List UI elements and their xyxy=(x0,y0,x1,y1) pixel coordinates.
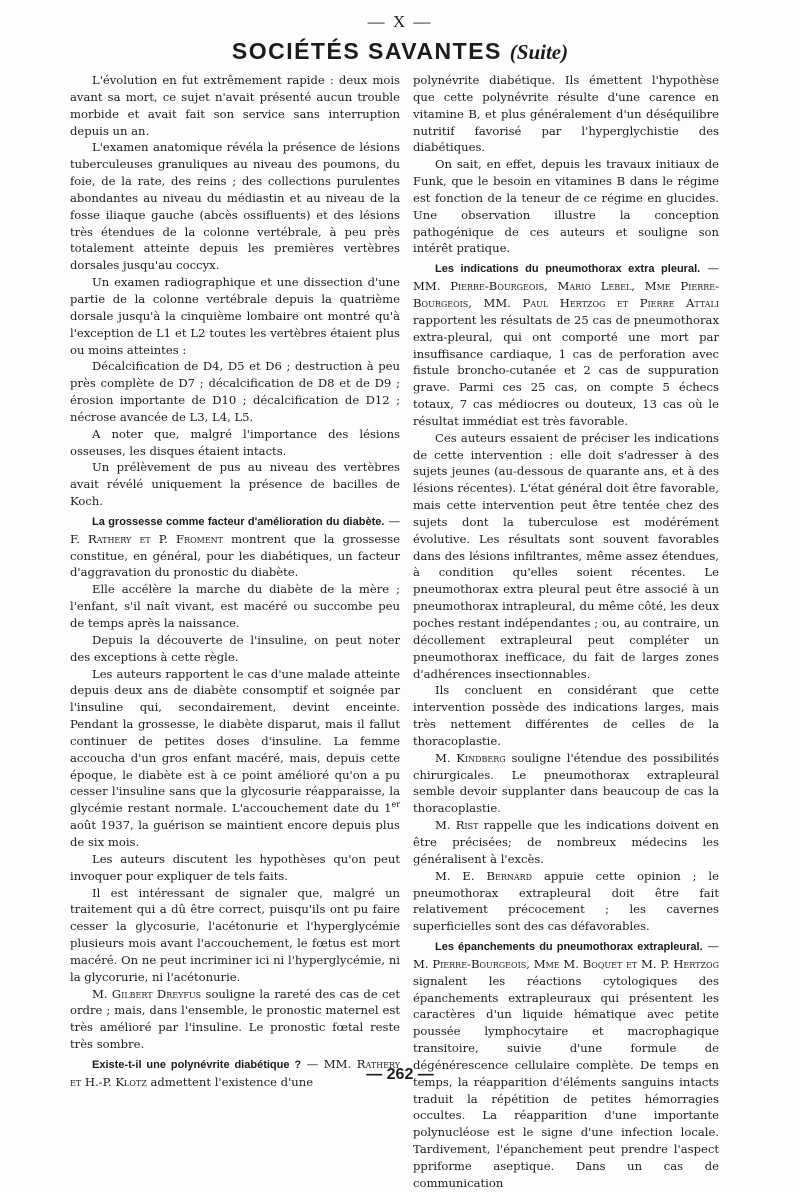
paragraph: L'évolution en fut extrêmement rapide : deux mois avant sa mort, ce sujet n'avait présenté aucun trouble morbide et avait fait son service sans interruption depuis un an. xyxy=(70,73,400,138)
paragraph: Il est intéressant de signaler que, malgré un traitement qui a dû être correct, puisqu'ils ont pu faire cesser la glycosurie, l'acétonurie et l'hyperglycémie plusieurs mois avant l'accouchement, le fœtus est mort macéré. On ne peut incriminer ici ni l'hyperglycémie, ni la glycorurie, ni l'acétonurie. xyxy=(70,885,400,984)
paragraph xyxy=(413,750,719,817)
date-day: 1 xyxy=(384,801,392,816)
discussant-name: M. Rist xyxy=(435,818,479,833)
section-title-suite: (Suite) xyxy=(509,40,569,64)
date-superscript: er xyxy=(391,800,401,810)
paragraph: Un prélèvement de pus au niveau des vertèbres avait révélé uniquement la présence de bacilles de Koch. xyxy=(70,460,400,509)
discussant-name: M. Gilbert Dreyfus xyxy=(92,986,202,1001)
section-title-text: SOCIÉTÉS SAVANTES xyxy=(231,38,502,64)
paragraph: Les auteurs discutent les hypothèses qu'on peut invoquer pour expliquer de tels faits. xyxy=(70,851,400,883)
paragraph: L'examen anatomique révéla la présence de lésions tuberculeuses granuliques au niveau des poumons, du foie, de la rate, des reins ; des collections purulentes abondantes au niveau du médiastin et au niveau de la fosse iliaque gauche (abcès ossifluents) et des lésions très étendues de la colonne vertébrale, à peu près totalement atteinte depuis les premières vertèbres dorsales jusqu'au coccyx. xyxy=(70,140,400,273)
discussant-name: M. Kindberg xyxy=(435,750,506,765)
paragraph: Depuis la découverte de l'insuline, on peut noter des exceptions à cette règle. xyxy=(70,632,400,664)
paragraph: On sait, en effet, depuis les travaux initiaux de Funk, que le besoin en vitamines B dans le régime est fonction de la teneur de ce régime en glucides. Une observation illustre la conception pathogénique de ces auteurs et souligne son intérêt pratique. xyxy=(413,157,719,256)
article-heading: Les indications du pneumothorax extra pleural. xyxy=(435,263,701,276)
article-authors: MM. Pierre-Bourgeois, Mario Lebel, Mme Pierre-Bourgeois, MM. Paul Hertzog et Pierre Attali xyxy=(413,279,719,310)
article-authors: F. Rathery et P. Froment xyxy=(70,531,224,546)
page-number: — 262 — xyxy=(366,1066,434,1083)
paragraph xyxy=(70,986,400,1053)
article-authors: M. Pierre-Bourgeois, Mme M. Boquet et M. P. Hertzog xyxy=(413,956,719,971)
left-column xyxy=(70,72,400,1091)
paragraph: A noter que, malgré l'importance des lésions osseuses, les disques étaient intacts. xyxy=(70,426,400,458)
article-text: montrent que la grossesse constitue, en général, pour les diabétiques, un facteur d'aggravation du pronostic du diabète. xyxy=(70,531,400,580)
article-paragraph: Les épanchements du pneumothorax extrapleural. — M. Pierre-Bourgeois, Mme M. Boquet et M. P. Hertzog signalent les réactions cytologiques des épanchements extrapleuraux qui présentent les caractères d'un liquide hématique avec petite poussée lymphocytaire et macrophagique transitoire, suivie d'une formule de dégénérescence cellulaire complète. De temps en temps, la réapparition d'éléments sanguins intacts traduit la répétition de petites hémorragies occultes. La réapparition d'une importante polynucléose est le signe d'une infection locale. Tardivement, l'épanchement peut prendre l'aspect ppriforme aseptique. Dans un cas de communication xyxy=(413,939,720,1190)
article-paragraph: Existe-t-il une polynévrite diabétique ? — MM. Rathery et H.-P. Klotz admettent l'existence d'une xyxy=(70,1056,401,1089)
article-text: rapportent les résultats de 25 cas de pneumothorax extra-pleural, qui ont comporté une mort par insuffisance cardiaque, 1 cas de perforation avec fistule broncho-cutanée et 2 cas de suppuration grave. Parmi ces 25 cas, on compte 5 échecs totaux, 7 cas médiocres ou douteux, 13 cas où le résultat immédiat est très favorable. xyxy=(413,312,719,428)
paragraph-text: Les auteurs rapportent le cas d'une malade atteinte depuis deux ans de diabète consomptif et soignée par l'insuline qui, secondairement, devint enceinte. Pendant la grossesse, le diabète disparut, mais il fallut continuer de petites doses d'insuline. La femme accoucha d'un gros enfant macéré, mais, depuis cette époque, le diabète est à ce point amélioré qu'on a pu cesser l'insuline sans que la glycosurie réapparaisse, la glycémie restant normale. L'accouchement date du xyxy=(70,666,400,816)
article-heading: La grossesse comme facteur d'amélioration du diabète. xyxy=(92,515,385,528)
paragraph xyxy=(70,666,400,851)
article-heading: Les épanchements du pneumothorax extrapleural. xyxy=(435,941,703,954)
paragraph-text: appuie cette opinion ; le pneumothorax extrapleural doit être fait relativement précocement ; les cavernes superficielles sont des cas défavorables. xyxy=(413,868,719,934)
paragraph: Décalcification de D4, D5 et D6 ; destruction à peu près complète de D7 ; décalcification de D8 et de D9 ; érosion importante de D10 ; décalcification de D12 ; nécrose avancée de L3, L4, L5. xyxy=(70,359,400,424)
article-paragraph: Les indications du pneumothorax extra pleural. — MM. Pierre-Bourgeois, Mario Lebel, Mme Pierre-Bourgeois, MM. Paul Hertzog et Pierre Attali rapportent les résultats de 25 cas de pneumothorax extra-pleural, qui ont comporté une mort par insuffisance cardiaque, 1 cas de perforation avec fistule broncho-cutanée et 2 cas de suppuration grave. Parmi ces 25 cas, on compte 5 échecs totaux, 7 cas médiocres ou douteux, 13 cas où le résultat immédiat est très favorable. xyxy=(413,261,719,428)
article-text: admettent l'existence d'une xyxy=(150,1074,314,1089)
paragraph: Ils concluent en considérant que cette intervention possède des indications larges, mais très nettement différentes de celles de la thoracoplastie. xyxy=(413,683,719,748)
article-heading: Existe-t-il une polynévrite diabétique ? xyxy=(92,1058,302,1071)
right-column xyxy=(413,72,719,1192)
paragraph-text: souligne la rareté des cas de cet ordre ; mais, dans l'ensemble, le pronostic maternel est très amélioré par l'insuline. Le pronostic fœtal reste très sombre. xyxy=(70,986,401,1052)
paragraph: Elle accélère la marche du diabète de la mère ; l'enfant, s'il naît vivant, est macéré ou succombe peu de temps après la naissance. xyxy=(70,582,400,630)
section-title xyxy=(0,38,800,65)
paragraph: Ces auteurs essaient de préciser les indications de cette intervention : elle doit s'adresser à des sujets jeunes (au-dessous de quarante ans, et à des lésions récentes). L'état général doit être favorable, mais cette intervention peut être tentée chez des sujets dont la tuberculose est modérément évolutive. Les résultats sont souvent favorables dans des lésions infiltrantes, même assez étendues, à condition qu'elles soient récentes. Le pneumothorax extra pleural peut être associé à un pneumothorax intrapleural, du même côté, les deux poches restant indépendantes ; ou, au contraire, un décollement extrapleural peut compléter un pneumothorax inefficace, du fait de larges zones d'adhérences insectionnables. xyxy=(413,430,719,681)
article-text: signalent les réactions cytologiques des épanchements extrapleuraux qui présentent les caractères d'un liquide hématique avec petite poussée lymphocytaire et macrophagique transitoire, suivie d'une formule de dégénérescence cellulaire complète. De temps en temps, la réapparition d'éléments sanguins intacts traduit la répétition de petites hémorragies occultes. La réapparition d'une importante polynucléose est le signe d'une infection locale. Tardivement, l'épanchement peut prendre l'aspect ppriforme aseptique. Dans un cas de communication xyxy=(413,973,719,1190)
paragraph-text: souligne l'étendue des possibilités chirurgicales. Le pneumothorax extrapleural semble devoir supplanter dans beaucoup de cas la thoracoplastie. xyxy=(413,750,719,816)
paragraph xyxy=(413,817,719,868)
article-authors: MM. Rathery et H.-P. Klotz xyxy=(70,1056,401,1089)
article-paragraph: La grossesse comme facteur d'amélioration du diabète. — F. Rathery et P. Froment montrent que la grossesse constitue, en général, pour les diabétiques, un facteur d'aggravation du pronostic du diabète. xyxy=(70,513,400,580)
page-marker: — X — xyxy=(367,12,433,31)
paragraph: polynévrite diabétique. Ils émettent l'hypothèse que cette polynévrite résulte d'une carence en vitamine B, et plus généralement d'un déséquilibre nutritif favorisé par l'hyperglychistie des diabétiques. xyxy=(413,73,719,155)
paragraph: Un examen radiographique et une dissection d'une partie de la colonne vertébrale depuis la quatrième dorsale jusqu'à la cinquième lombaire ont montré qu'à l'exception de L1 et L2 toutes les vertèbres étaient plus ou moins atteintes : xyxy=(70,275,400,357)
paragraph-text: rappelle que les indications doivent en être précisées; de nombreux médecins les généralisent à l'excès. xyxy=(413,818,720,866)
discussant-name: M. E. Bernard xyxy=(435,868,533,883)
paragraph xyxy=(413,868,719,935)
paragraph-tail: août 1937, la guérison se maintient encore depuis plus de six mois. xyxy=(70,818,400,849)
